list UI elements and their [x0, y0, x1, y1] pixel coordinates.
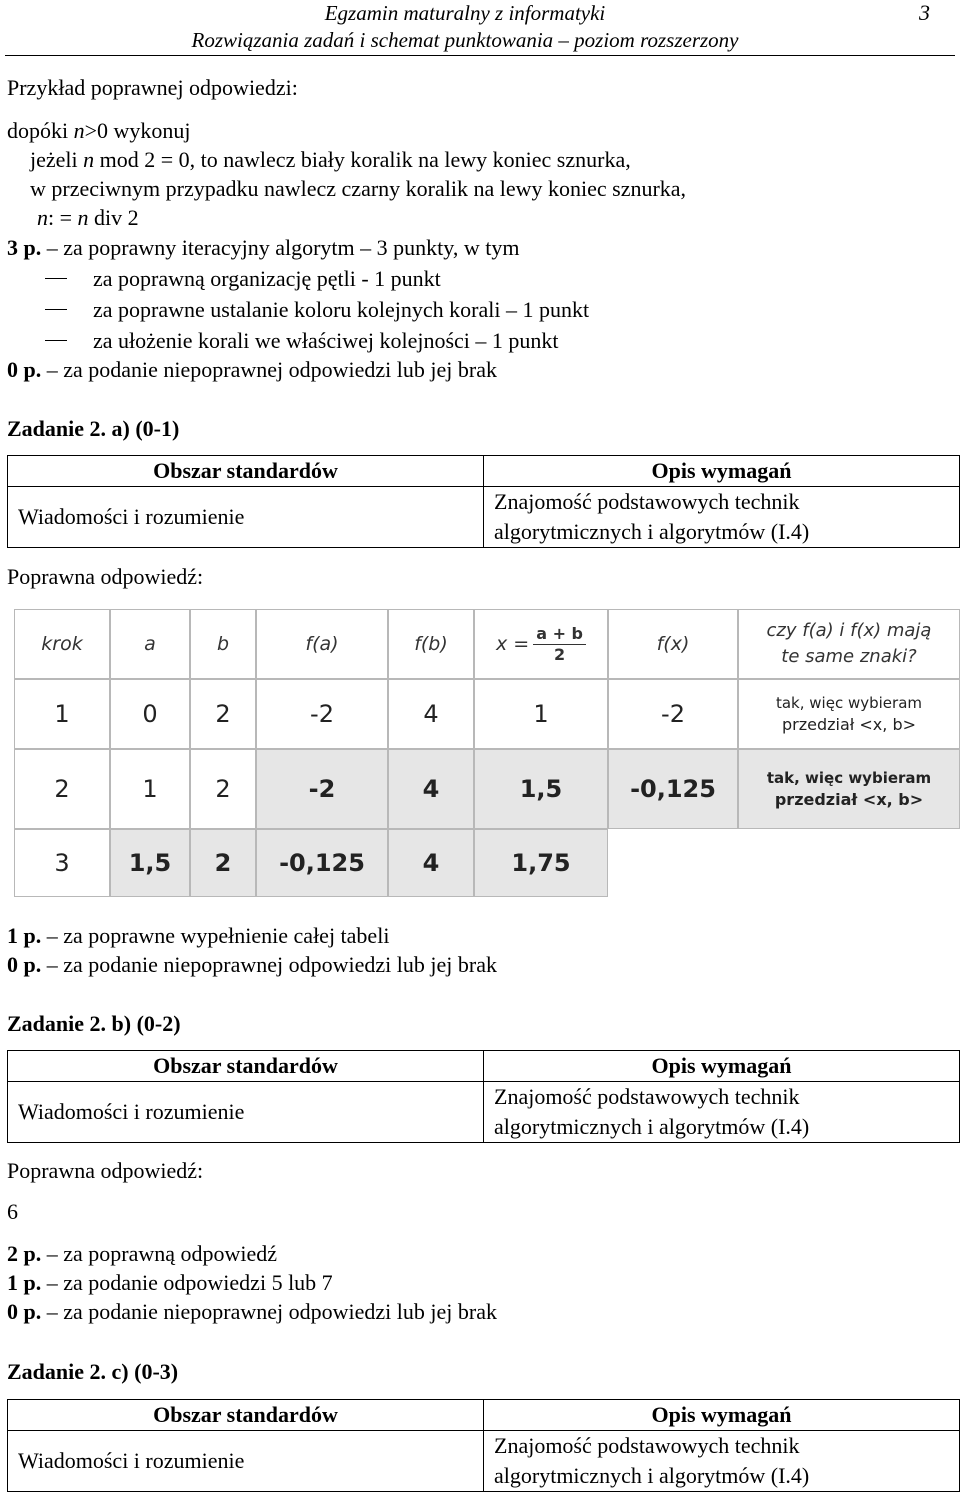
r3-b: 2 — [190, 829, 256, 897]
r2-fa: -2 — [256, 749, 388, 829]
r2-fx: -0,125 — [608, 749, 738, 829]
std-header-left: Obszar standardów — [8, 1051, 484, 1082]
r3-fa: -0,125 — [256, 829, 388, 897]
r2-krok: 2 — [14, 749, 110, 829]
col-header-a: a — [110, 609, 190, 679]
std-area: Wiadomości i rozumienie — [8, 487, 484, 548]
pseudo-line-4: n: = n div 2 — [37, 205, 139, 230]
std-header-left: Obszar standardów — [8, 1400, 484, 1431]
col-header-fa: f(a) — [256, 609, 388, 679]
r2-b: 2 — [190, 749, 256, 829]
header-title: Egzamin maturalny z informatyki — [324, 1, 606, 25]
std-header-right: Opis wymagań — [484, 1400, 960, 1431]
pseudo-line-2: jeżeli n mod 2 = 0, to nawlecz biały koralik na lewy koniec sznurka, — [30, 147, 631, 172]
r1-same-sign: tak, więc wybieram przedział <x, b> — [738, 679, 960, 749]
r1-fx: -2 — [608, 679, 738, 749]
header-rule — [5, 55, 955, 56]
task-c-standards-table — [7, 1399, 960, 1492]
task-a-answer-label: Poprawna odpowiedź: — [7, 564, 204, 589]
r1-b: 2 — [190, 679, 256, 749]
r1-x: 1 — [474, 679, 608, 749]
task-c-title: Zadanie 2. c) (0-3) — [7, 1359, 179, 1384]
bisection-table — [14, 609, 960, 899]
r1-fb: 4 — [388, 679, 474, 749]
task-b-title: Zadanie 2. b) (0-2) — [7, 1011, 181, 1036]
r1-a: 0 — [110, 679, 190, 749]
std-requirement: Znajomość podstawowych technik algorytmicznych i algorytmów (I.4) — [484, 1431, 960, 1492]
col-header-fx: f(x) — [608, 609, 738, 679]
std-header-right: Opis wymagań — [484, 456, 960, 487]
task-a-score-1p: 1 p. – za poprawne wypełnienie całej tabeli — [7, 923, 390, 948]
r3-a: 1,5 — [110, 829, 190, 897]
std-requirement: Znajomość podstawowych technik algorytmicznych i algorytmów (I.4) — [484, 487, 960, 548]
page-number: 3 — [919, 0, 930, 25]
col-header-krok: krok — [14, 609, 110, 679]
std-area: Wiadomości i rozumienie — [8, 1082, 484, 1143]
score-sub-2: za poprawne ustalanie koloru kolejnych korali – 1 punkt — [45, 295, 589, 325]
task-a-score-0p: 0 p. – za podanie niepoprawnej odpowiedzi lub jej brak — [7, 952, 497, 977]
col-header-same-sign: czy f(a) i f(x) mają te same znaki? — [738, 609, 960, 679]
score-3p: 3 p. – za poprawny iteracyjny algorytm – 3 punkty, w tym — [7, 235, 520, 260]
r1-krok: 1 — [14, 679, 110, 749]
task-b-answer: 6 — [7, 1199, 18, 1224]
col-header-x-formula: x = $\frac{a + b}{2}$ — [474, 609, 608, 679]
score-0p: 0 p. – za podanie niepoprawnej odpowiedzi lub jej brak — [7, 357, 497, 382]
col-header-fb: f(b) — [388, 609, 474, 679]
header-subtitle: Rozwiązania zadań i schemat punktowania – poziom rozszerzony — [191, 28, 739, 52]
example-label: Przykład poprawnej odpowiedzi: — [7, 75, 298, 100]
std-header-right: Opis wymagań — [484, 1051, 960, 1082]
r2-fb: 4 — [388, 749, 474, 829]
r1-fa: -2 — [256, 679, 388, 749]
task-b-score-1p: 1 p. – za podanie odpowiedzi 5 lub 7 — [7, 1270, 333, 1295]
std-header-left: Obszar standardów — [8, 456, 484, 487]
r2-x: 1,5 — [474, 749, 608, 829]
task-b-standards-table — [7, 1050, 960, 1143]
std-area: Wiadomości i rozumienie — [8, 1431, 484, 1492]
task-a-standards-table — [7, 455, 960, 548]
r2-a: 1 — [110, 749, 190, 829]
task-b-score-2p: 2 p. – za poprawną odpowiedź — [7, 1241, 278, 1266]
score-sub-1: za poprawną organizację pętli - 1 punkt — [45, 264, 441, 294]
score-sub-3: za ułożenie korali we właściwej kolejności – 1 punkt — [45, 326, 559, 356]
r3-fb: 4 — [388, 829, 474, 897]
pseudo-line-3: w przeciwnym przypadku nawlecz czarny koralik na lewy koniec sznurka, — [30, 176, 687, 201]
r3-krok: 3 — [14, 829, 110, 897]
pseudo-line-1: dopóki n>0 wykonuj — [7, 118, 191, 143]
task-b-answer-label: Poprawna odpowiedź: — [7, 1158, 204, 1183]
col-header-b: b — [190, 609, 256, 679]
r3-x: 1,75 — [474, 829, 608, 897]
std-requirement: Znajomość podstawowych technik algorytmicznych i algorytmów (I.4) — [484, 1082, 960, 1143]
task-a-title: Zadanie 2. a) (0-1) — [7, 416, 180, 441]
task-b-score-0p: 0 p. – za podanie niepoprawnej odpowiedzi lub jej brak — [7, 1299, 497, 1324]
r2-same-sign: tak, więc wybieram przedział <x, b> — [738, 749, 960, 829]
